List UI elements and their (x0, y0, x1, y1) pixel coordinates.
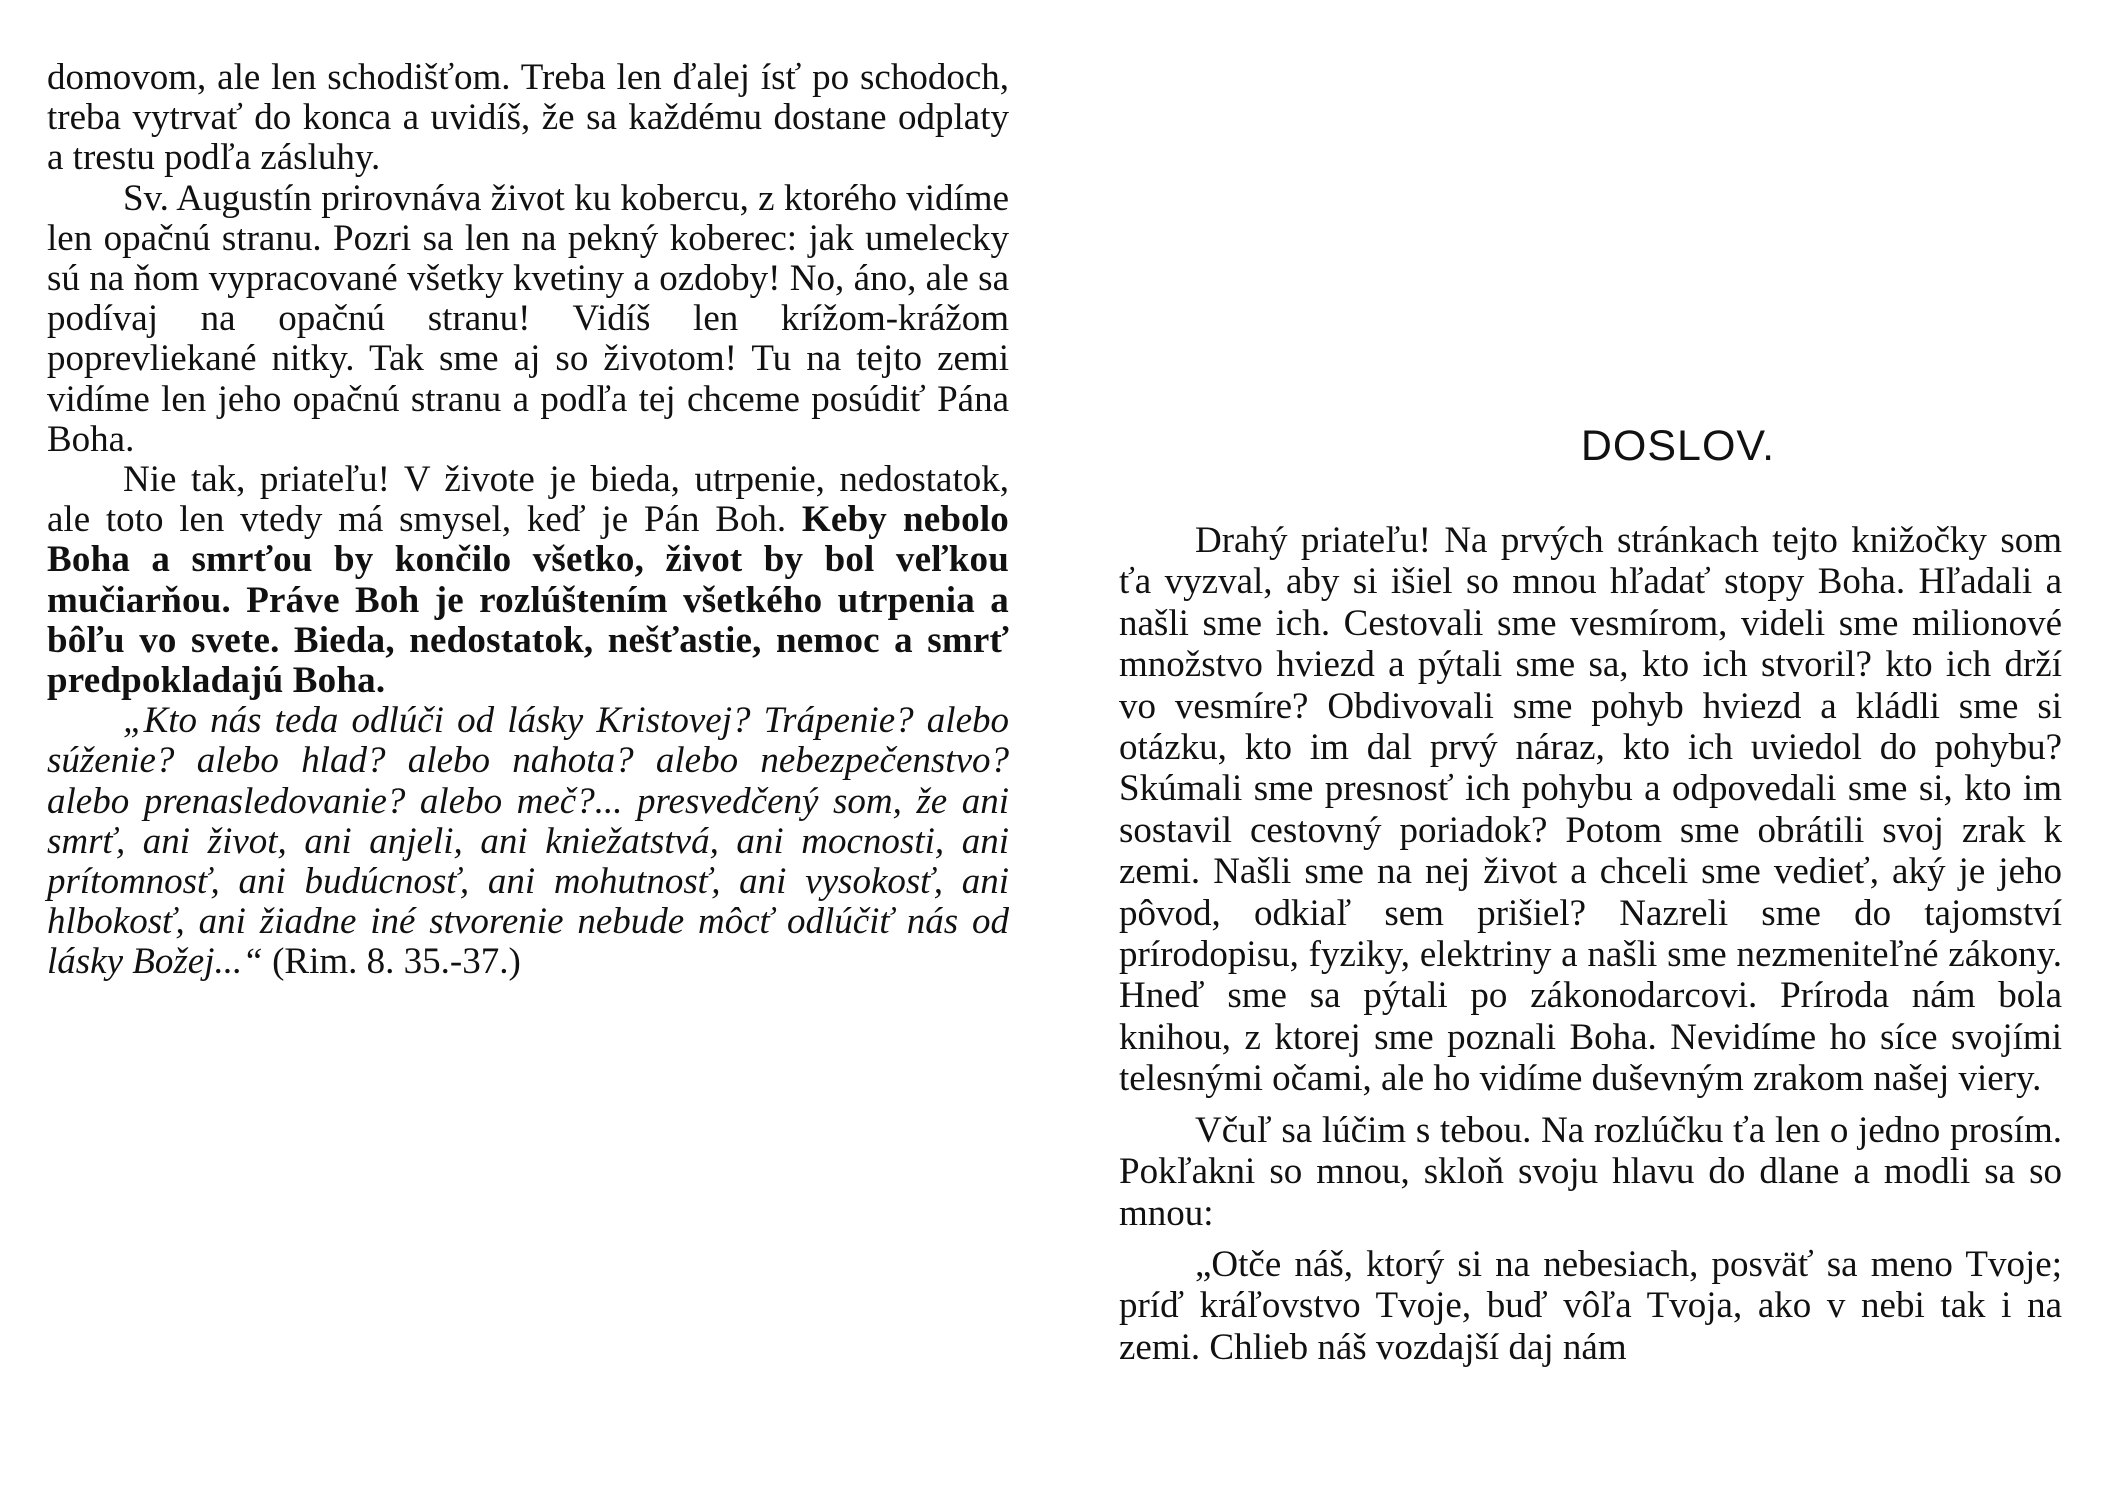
left-text-column (47, 58, 1009, 983)
right-text-column (1119, 520, 2062, 1368)
paragraph-otce-nas (1119, 1244, 2062, 1368)
right-page (1053, 0, 2106, 1500)
paragraph-bible-quote (47, 701, 1009, 982)
text-run: Drahý priateľu! Na prvých stránkach tejto knižočky som ťa vyzval, aby si išiel so mnou hľadať stopy Boha. Hľadali a našli sme ich. Cestovali sme vesmírom, videli sme milionové množstvo hviezd a pýtali sme sa, kto ich stvoril? kto ich drží vo vesmíre? Obdivovali sme pohyb hviezd a kládli sme si otázku, kto im dal prvý náraz, kto ich uviedol do pohybu? Skúmali sme presnosť ich pohybu a odpovedali sme si, kto im sostavil cestovný poriadok? Potom sme obrátili svoj zrak k zemi. Našli sme na nej život a chceli sme vedieť, aký je jeho pôvod, odkiaľ sem prišiel? Nazreli sme do tajomství prírodopisu, fyziky, elektriny a našli sme nezmeniteľné zákony. Hneď sme sa pýtali po zákonodarcovi. Príroda nám bola knihou, z ktorej sme poznali Boha. Nevidíme ho síce svojími telesnými očami, ale ho vidíme duševným zrakom našej viery. (1119, 520, 2062, 1100)
text-run: „Otče náš, ktorý si na nebesiach, posväť sa meno Tvoje; príď kráľovstvo Tvoje, buď vôľa Tvoja, ako v nebi tak i na zemi. Chlieb náš vozdajší daj nám (1119, 1243, 2062, 1368)
text-run: Sv. Augustín prirovnáva život ku kobercu, z ktorého vidíme len opačnú stranu. Pozri sa len na pekný koberec: jak umelecky sú na ňom vypracované všetky kvetiny a ozdoby! No, áno, ale sa podívaj na opačnú stranu! Vidíš len krížom-krážom poprevliekané nitky. Tak sme aj so životom! Tu na tejto zemi vidíme len jeho opačnú stranu a podľa tej chceme posúdiť Pána Boha. (47, 177, 1009, 460)
chapter-heading: DOSLOV. (1580, 422, 1776, 470)
italic-quote-run: „Kto nás teda odlúči od lásky Kristovej? Trápenie? alebo súženie? alebo hlad? alebo nahota? alebo nebezpečenstvo? alebo prenasledovanie? alebo meč?... presvedčený som, že ani smrť, ani život, ani anjeli, ani kniežatstvá, ani mocnosti, ani prítomnosť, ani budúcnosť, ani mohutnosť, ani vysokosť, ani hlbokosť, ani žiadne iné stvorenie nebude môcť odlúčiť nás od lásky Božej...“ (47, 700, 1009, 983)
text-run: Nie tak, priateľu! V živote je bieda, utrpenie, nedostatok, ale toto len vtedy má smysel, keď je Pán Boh. (47, 459, 1009, 541)
paragraph-schodistom (47, 58, 1009, 179)
paragraph-vcul-sa-lucim (1119, 1110, 2062, 1234)
text-run: Včuľ sa lúčim s tebou. Na rozlúčku ťa len o jedno prosím. Pokľakni so mnou, skloň svoju hlavu do dlane a modli sa so mnou: (1119, 1109, 2062, 1234)
text-run: domovom, ale len schodišťom. Treba len ďalej ísť po schodoch, treba vytrvať do konca a uvidíš, že sa každému dostane odplaty a trestu podľa zásluhy. (47, 57, 1009, 179)
paragraph-drahy-priatelu (1119, 520, 2062, 1100)
paragraph-nie-tak-priatelu (47, 460, 1009, 701)
citation-run: (Rim. 8. 35.-37.) (262, 941, 521, 983)
bold-text-run: Keby nebolo Boha a smrťou by končilo všetko, život by bol veľkou mučiarňou. Práve Boh je rozlúštením všetkého utrpenia a bôľu vo svete. Bieda, nedostatok, nešťastie, nemoc a smrť predpokladajú Boha. (47, 499, 1010, 702)
paragraph-augustin-koberec (47, 179, 1009, 460)
